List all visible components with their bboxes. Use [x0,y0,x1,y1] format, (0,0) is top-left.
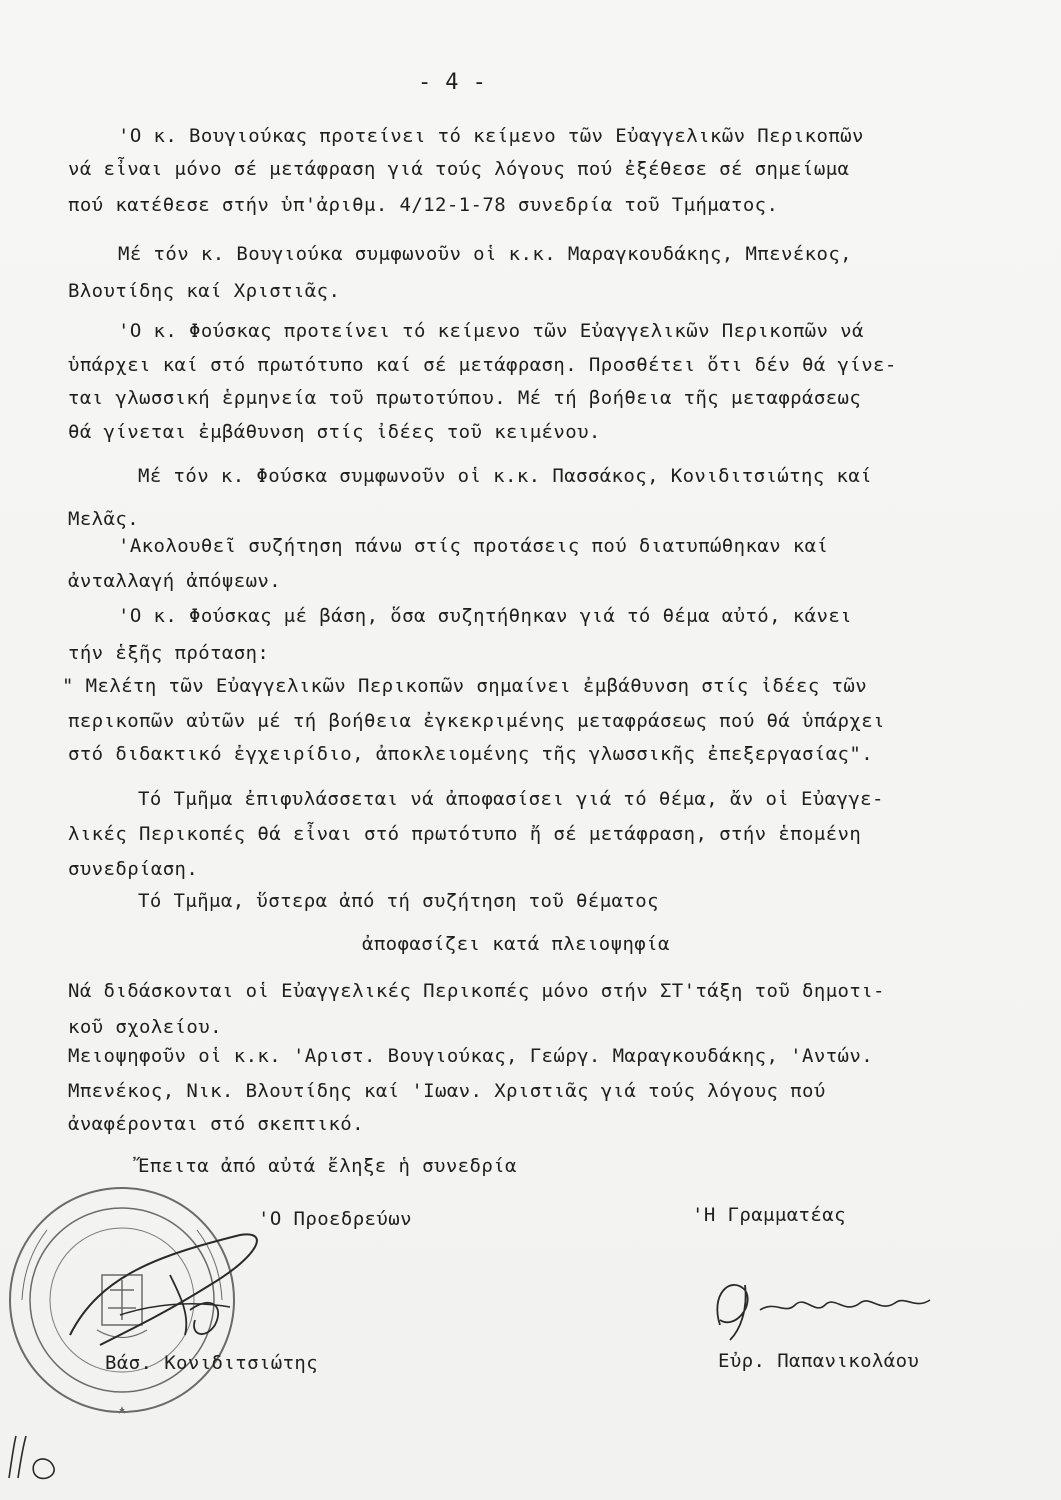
text-line: Τό Τμῆμα ἐπιφυλάσσεται νά ἀποφασίσει γιά τό θέμα, ἄν οἱ Εὐαγγε- [138,788,884,810]
text-line: νά εἶναι μόνο σέ μετάφραση γιά τούς λόγους πού ἐξέθεσε σέ σημείωμα [68,158,850,180]
text-line: ται γλωσσική ἑρμηνεία τοῦ πρωτοτύπου. Μέ τή βοήθεια τῆς μεταφράσεως [68,387,862,409]
text-line: περικοπῶν αὐτῶν μέ τή βοήθεια ἐγκεκριμένης μεταφράσεως πού θά ὑπάρχει [68,710,885,732]
text-line: 'Ακολουθεῖ συζήτηση πάνω στίς προτάσεις πού διατυπώθηκαν καί [118,535,829,557]
signature-name-right: Εὐρ. Παπανικολάου [718,1350,920,1372]
text-line: στό διδακτικό ἐγχειρίδιο, ἀποκλειομένης τῆς γλωσσικῆς ἐπεξεργασίας". [68,743,874,765]
text-line: Μέ τόν κ. Βουγιούκα συμφωνοῦν οἱ κ.κ. Μαραγκουδάκης, Μπενέκος, [118,243,853,265]
text-line: Τό Τμῆμα, ὕστερα ἀπό τή συζήτηση τοῦ θέματος [138,890,659,912]
signature-name-left: Βάσ. Κονιδιτσιώτης [105,1352,319,1374]
text-line: 'Ο κ. Φούσκας προτείνει τό κείμενο τῶν Εὐαγγελικῶν Περικοπῶν νά [118,320,864,342]
text-line: ἀνταλλαγή ἀπόψεων. [68,570,282,592]
text-line: Μέ τόν κ. Φούσκα συμφωνοῦν οἱ κ.κ. Πασσάκος, Κονιδιτσιώτης καί [138,465,873,487]
text-line: Νά διδάσκονται οἱ Εὐαγγελικές Περικοπές μόνο στήν ΣΤ'τάξη τοῦ δημοτι- [68,980,885,1002]
text-line: θά γίνεται ἐμβάθυνση στίς ἰδέες τοῦ κειμένου. [68,421,601,443]
signature-title-left: 'Ο Προεδρεύων [258,1208,412,1230]
signature-title-right: 'Η Γραμματέας [692,1204,846,1226]
page-number: - 4 - [418,70,487,95]
text-line: " Μελέτη τῶν Εὐαγγελικῶν Περικοπῶν σημαίνει ἐμβάθυνση στίς ἰδέες τῶν [62,675,868,697]
text-line: Μειοψηφοῦν οἱ κ.κ. 'Αριστ. Βουγιούκας, Γεώργ. Μαραγκουδάκης, 'Αντών. [68,1045,874,1067]
text-line: Μελᾶς. [68,508,140,530]
closing-line: Ἔπειτα ἀπό αὐτά ἔληξε ἡ συνεδρία [138,1155,517,1177]
text-line: κοῦ σχολείου. [68,1016,222,1038]
text-line: πού κατέθεσε στήν ὑπ'ἀριθμ. 4/12-1-78 συνεδρία τοῦ Τμήματος. [68,194,779,216]
margin-handwritten-mark [4,1428,64,1488]
signature-scribble-left [40,1215,280,1365]
text-line: λικές Περικοπές θά εἶναι στό πρωτότυπο ἤ σέ μετάφραση, στήν ἑπομένη [68,823,862,845]
text-line: Μπενέκος, Νικ. Βλουτίδης καί 'Ιωαν. Χριστιᾶς γιά τούς λόγους πού [68,1080,826,1102]
text-line: συνεδρίαση. [68,858,199,880]
signature-scribble-right [700,1265,950,1345]
text-line: Βλουτίδης καί Χριστιᾶς. [68,280,341,302]
text-line: ἀναφέρονται στό σκεπτικό. [68,1113,364,1135]
decision-heading: ἀποφασίζει κατά πλειοψηφία [362,933,670,955]
text-line: 'Ο κ. Βουγιούκας προτείνει τό κείμενο τῶν Εὐαγγελικῶν Περικοπῶν [118,125,864,147]
text-line: 'Ο κ. Φούσκας μέ βάση, ὅσα συζητήθηκαν γιά τό θέμα αὐτό, κάνει [118,605,853,627]
text-line: τήν ἑξῆς πρόταση: [68,642,270,664]
text-line: ὑπάρχει καί στό πρωτότυπο καί σέ μετάφραση. Προσθέτει ὅτι δέν θά γίνε- [68,354,897,376]
